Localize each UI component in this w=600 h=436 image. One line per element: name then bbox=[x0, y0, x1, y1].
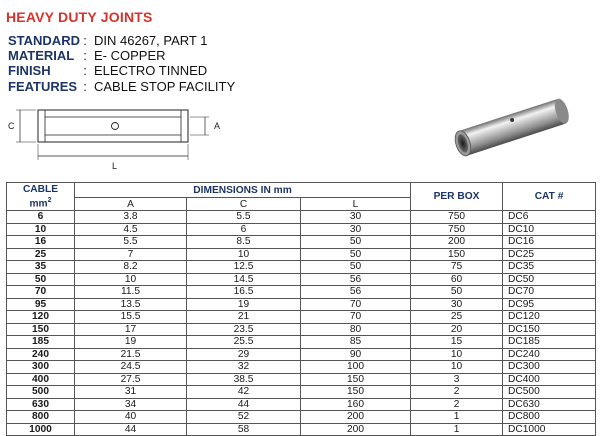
cell-per-box: 750 bbox=[411, 211, 503, 224]
table-row bbox=[7, 236, 596, 249]
cell-cat: DC50 bbox=[503, 273, 596, 286]
cell-cat: DC16 bbox=[503, 236, 596, 249]
cell-cable: 16 bbox=[7, 236, 75, 249]
cell-c: 29 bbox=[187, 348, 301, 361]
cell-per-box: 50 bbox=[411, 286, 503, 299]
table-row bbox=[7, 386, 596, 399]
cell-c: 44 bbox=[187, 398, 301, 411]
spec-value: E- COPPER bbox=[94, 48, 166, 64]
cell-per-box: 10 bbox=[411, 348, 503, 361]
tube-body bbox=[459, 99, 566, 156]
subheader-c: C bbox=[187, 198, 301, 211]
cell-l: 200 bbox=[301, 423, 411, 436]
spec-label: STANDARD bbox=[8, 33, 80, 48]
cell-l: 100 bbox=[301, 361, 411, 374]
cell-cable: 150 bbox=[7, 323, 75, 336]
table-row bbox=[7, 286, 596, 299]
cell-c: 19 bbox=[187, 298, 301, 311]
spec-colon: : bbox=[83, 78, 87, 94]
subheader-a: A bbox=[75, 198, 187, 211]
cell-cat: DC70 bbox=[503, 286, 596, 299]
cell-c: 38.5 bbox=[187, 373, 301, 386]
dimension-l-label: L bbox=[112, 161, 118, 171]
header-cable-label: CABLE bbox=[22, 183, 59, 195]
cell-a: 40 bbox=[75, 411, 187, 424]
cell-cat: DC300 bbox=[503, 361, 596, 374]
joint-product-photo bbox=[448, 90, 578, 162]
cell-per-box: 25 bbox=[411, 311, 503, 324]
dimensions-table bbox=[6, 182, 596, 436]
table-row bbox=[7, 398, 596, 411]
cell-cat: DC240 bbox=[503, 348, 596, 361]
cell-a: 19 bbox=[75, 336, 187, 349]
cell-c: 16.5 bbox=[187, 286, 301, 299]
cell-a: 27.5 bbox=[75, 373, 187, 386]
cell-c: 32 bbox=[187, 361, 301, 374]
table-row bbox=[7, 411, 596, 424]
cell-a: 8.2 bbox=[75, 261, 187, 274]
cell-cat: DC1000 bbox=[503, 423, 596, 436]
cell-a: 44 bbox=[75, 423, 187, 436]
page-title: HEAVY DUTY JOINTS bbox=[6, 9, 153, 25]
cell-a: 5.5 bbox=[75, 236, 187, 249]
spec-label: FEATURES bbox=[8, 78, 78, 94]
dimension-c-label: C bbox=[8, 121, 15, 131]
header-dimensions: DIMENSIONS IN mm bbox=[75, 183, 411, 198]
cell-a: 3.8 bbox=[75, 211, 187, 224]
cell-cat: DC10 bbox=[503, 223, 596, 236]
cell-c: 12.5 bbox=[187, 261, 301, 274]
cell-c: 14.5 bbox=[187, 273, 301, 286]
table-row bbox=[7, 261, 596, 274]
cell-l: 50 bbox=[301, 236, 411, 249]
header-cat: CAT # bbox=[503, 183, 596, 211]
table-row bbox=[7, 423, 596, 436]
cell-l: 30 bbox=[301, 223, 411, 236]
cell-l: 150 bbox=[301, 386, 411, 399]
spec-row-standard bbox=[8, 33, 235, 48]
spec-label: MATERIAL bbox=[8, 48, 75, 64]
cell-cable: 800 bbox=[7, 411, 75, 424]
cell-c: 58 bbox=[187, 423, 301, 436]
cell-c: 8.5 bbox=[187, 236, 301, 249]
table-header-row bbox=[7, 183, 596, 198]
cell-cat: DC95 bbox=[503, 298, 596, 311]
cell-cable: 50 bbox=[7, 273, 75, 286]
spec-colon: : bbox=[83, 63, 87, 79]
subheader-l: L bbox=[301, 198, 411, 211]
cell-l: 70 bbox=[301, 311, 411, 324]
cell-per-box: 2 bbox=[411, 386, 503, 399]
cell-per-box: 750 bbox=[411, 223, 503, 236]
cell-cat: DC800 bbox=[503, 411, 596, 424]
cell-cat: DC185 bbox=[503, 336, 596, 349]
cell-per-box: 1 bbox=[411, 411, 503, 424]
cell-a: 11.5 bbox=[75, 286, 187, 299]
cell-c: 10 bbox=[187, 248, 301, 261]
cell-cable: 10 bbox=[7, 223, 75, 236]
cell-cable: 95 bbox=[7, 298, 75, 311]
cell-per-box: 3 bbox=[411, 373, 503, 386]
cell-per-box: 200 bbox=[411, 236, 503, 249]
table-row bbox=[7, 223, 596, 236]
table-body bbox=[7, 211, 596, 436]
cell-cat: DC120 bbox=[503, 311, 596, 324]
cell-a: 24.5 bbox=[75, 361, 187, 374]
cell-c: 25.5 bbox=[187, 336, 301, 349]
cell-per-box: 20 bbox=[411, 323, 503, 336]
table-row bbox=[7, 298, 596, 311]
table-row bbox=[7, 361, 596, 374]
header-cable-unit: mm bbox=[29, 198, 48, 210]
header-cable bbox=[7, 183, 75, 211]
cell-c: 6 bbox=[187, 223, 301, 236]
cell-a: 34 bbox=[75, 398, 187, 411]
table-row bbox=[7, 248, 596, 261]
cell-l: 50 bbox=[301, 261, 411, 274]
cell-cat: DC25 bbox=[503, 248, 596, 261]
header-cable-sup: 2 bbox=[47, 196, 52, 204]
cell-per-box: 1 bbox=[411, 423, 503, 436]
spec-colon: : bbox=[83, 48, 87, 64]
cell-per-box: 75 bbox=[411, 261, 503, 274]
cell-a: 13.5 bbox=[75, 298, 187, 311]
cell-l: 50 bbox=[301, 248, 411, 261]
cell-cable: 25 bbox=[7, 248, 75, 261]
cell-cable: 400 bbox=[7, 373, 75, 386]
cell-a: 4.5 bbox=[75, 223, 187, 236]
cell-cable: 6 bbox=[7, 211, 75, 224]
spec-row-material bbox=[8, 48, 235, 63]
cell-cat: DC35 bbox=[503, 261, 596, 274]
joint-technical-drawing bbox=[0, 100, 240, 180]
cell-a: 31 bbox=[75, 386, 187, 399]
table-row bbox=[7, 311, 596, 324]
cell-l: 160 bbox=[301, 398, 411, 411]
spec-value: CABLE STOP FACILITY bbox=[94, 78, 236, 94]
cell-per-box: 60 bbox=[411, 273, 503, 286]
cell-l: 150 bbox=[301, 373, 411, 386]
cell-a: 7 bbox=[75, 248, 187, 261]
cell-cable: 185 bbox=[7, 336, 75, 349]
cell-cat: DC150 bbox=[503, 323, 596, 336]
table-row bbox=[7, 373, 596, 386]
table-row bbox=[7, 323, 596, 336]
cell-c: 23.5 bbox=[187, 323, 301, 336]
table-row bbox=[7, 273, 596, 286]
cell-cat: DC400 bbox=[503, 373, 596, 386]
cell-cable: 35 bbox=[7, 261, 75, 274]
cell-cable: 630 bbox=[7, 398, 75, 411]
spec-row-features bbox=[8, 79, 235, 94]
table-row bbox=[7, 348, 596, 361]
cell-cat: DC630 bbox=[503, 398, 596, 411]
spec-row-finish bbox=[8, 63, 235, 78]
cell-cable: 500 bbox=[7, 386, 75, 399]
table-row bbox=[7, 211, 596, 224]
cell-cat: DC6 bbox=[503, 211, 596, 224]
cell-cat: DC500 bbox=[503, 386, 596, 399]
header-per-box: PER BOX bbox=[411, 183, 503, 211]
cell-l: 90 bbox=[301, 348, 411, 361]
table-row bbox=[7, 336, 596, 349]
cell-cable: 70 bbox=[7, 286, 75, 299]
cell-c: 21 bbox=[187, 311, 301, 324]
cell-per-box: 30 bbox=[411, 298, 503, 311]
cell-l: 56 bbox=[301, 273, 411, 286]
cell-per-box: 15 bbox=[411, 336, 503, 349]
cell-per-box: 2 bbox=[411, 398, 503, 411]
cell-cable: 240 bbox=[7, 348, 75, 361]
cell-l: 56 bbox=[301, 286, 411, 299]
cell-a: 17 bbox=[75, 323, 187, 336]
cell-c: 52 bbox=[187, 411, 301, 424]
spec-value: DIN 46267, PART 1 bbox=[94, 33, 208, 48]
spec-colon: : bbox=[83, 33, 87, 48]
cell-l: 70 bbox=[301, 298, 411, 311]
cell-l: 80 bbox=[301, 323, 411, 336]
cell-a: 21.5 bbox=[75, 348, 187, 361]
cell-l: 200 bbox=[301, 411, 411, 424]
spec-list bbox=[8, 33, 235, 94]
cell-cable: 120 bbox=[7, 311, 75, 324]
cell-c: 42 bbox=[187, 386, 301, 399]
cell-per-box: 10 bbox=[411, 361, 503, 374]
cell-l: 30 bbox=[301, 211, 411, 224]
spec-label: FINISH bbox=[8, 63, 51, 79]
cell-a: 10 bbox=[75, 273, 187, 286]
cell-cable: 1000 bbox=[7, 423, 75, 436]
cell-cable: 300 bbox=[7, 361, 75, 374]
cable-stop-hole bbox=[112, 123, 119, 130]
cell-per-box: 150 bbox=[411, 248, 503, 261]
cell-a: 15.5 bbox=[75, 311, 187, 324]
spec-value: ELECTRO TINNED bbox=[94, 63, 208, 79]
cell-l: 85 bbox=[301, 336, 411, 349]
cell-c: 5.5 bbox=[187, 211, 301, 224]
dimension-a-label: A bbox=[214, 121, 221, 131]
